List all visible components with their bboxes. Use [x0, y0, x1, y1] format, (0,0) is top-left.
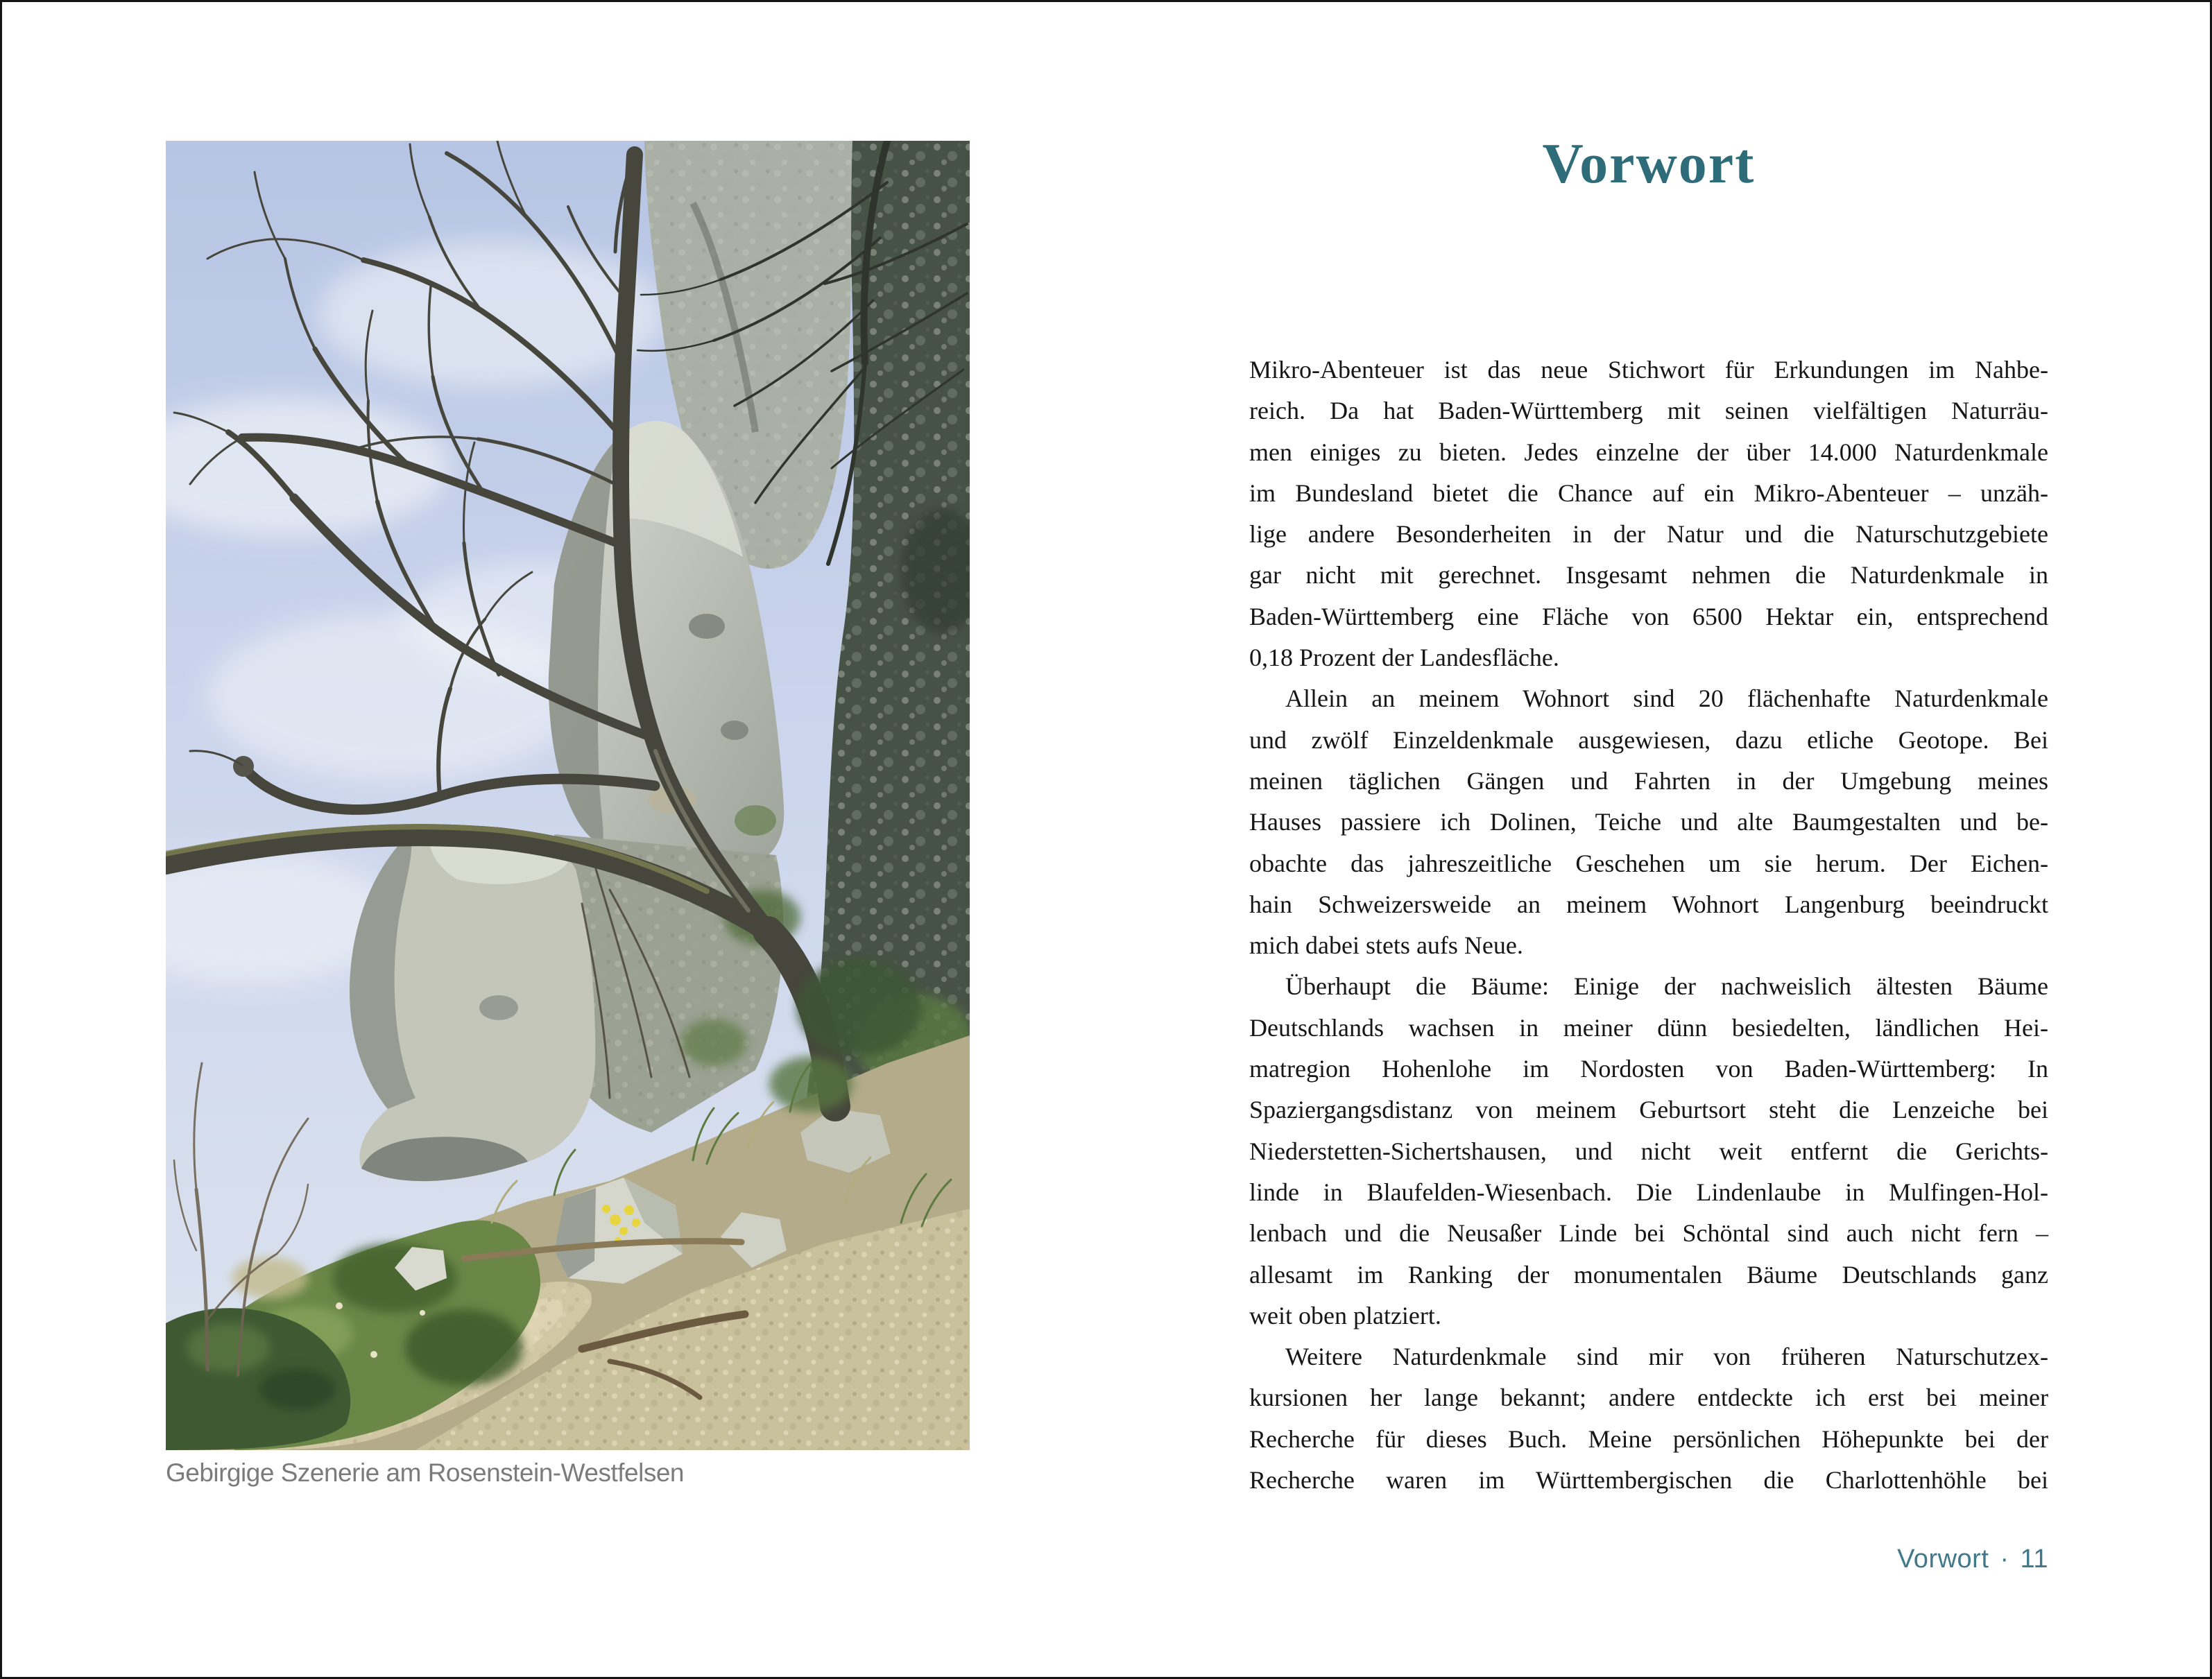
- body-line: im Bundesland bietet die Chance auf ein Mikro-Abenteuer – unzäh-: [1249, 479, 2048, 507]
- page-footer: [1249, 1544, 2048, 1574]
- chapter-title: Vorwort: [1542, 132, 1756, 195]
- body-line: weit oben platziert.: [1249, 1301, 1441, 1329]
- footer-separator: ·: [2000, 1544, 2009, 1574]
- body-line: lige andere Besonderheiten in der Natur und die Naturschutzgebiete: [1249, 520, 2048, 549]
- photo-caption: Gebirgige Szenerie am Rosenstein-Westfelsen: [166, 1458, 684, 1487]
- footer-page-number: 11: [2020, 1544, 2048, 1574]
- body-line: 0,18 Prozent der Landesfläche.: [1249, 644, 1559, 672]
- body-line: Baden-Württemberg eine Fläche von 6500 Hektar ein, entsprechend: [1249, 602, 2048, 630]
- body-line: obachte das jahreszeitliche Geschehen um sie herum. Der Eichen-: [1249, 849, 2048, 877]
- body-line: Mikro-Abenteuer ist das neue Stichwort für Erkundungen im Nahbe-: [1249, 356, 2048, 384]
- body-line: Recherche waren im Württembergischen die Charlottenhöhle bei: [1249, 1466, 2048, 1495]
- body-line: mich dabei stets aufs Neue.: [1249, 931, 1523, 960]
- footer-section-label: Vorwort: [1897, 1544, 1989, 1574]
- body-line: kursionen her lange bekannt; andere entdeckte ich erst bei meiner: [1249, 1384, 2048, 1412]
- body-line: Hauses passiere ich Dolinen, Teiche und alte Baumgestalten und be-: [1249, 808, 2048, 836]
- body-line: gar nicht mit gerechnet. Insgesamt nehmen die Naturdenkmale in: [1249, 561, 2048, 589]
- nature-photo: [166, 141, 970, 1450]
- body-line: allesamt im Ranking der monumentalen Bäume Deutschlands ganz: [1249, 1260, 2048, 1289]
- body-line: Recherche für dieses Buch. Meine persönlichen Höhepunkte bei der: [1249, 1424, 2048, 1453]
- nature-photo-illustration: [166, 141, 970, 1450]
- body-line: matregion Hohenlohe im Nordosten von Baden-Württemberg: In: [1249, 1055, 2048, 1083]
- body-line: und zwölf Einzeldenkmale ausgewiesen, dazu etliche Geotope. Bei: [1249, 725, 2048, 754]
- body-line: meinen täglichen Gängen und Fahrten in der Umgebung meines: [1249, 766, 2048, 795]
- body-line: men einiges zu bieten. Jedes einzelne der über 14.000 Naturdenkmale: [1249, 438, 2048, 466]
- body-line: Weitere Naturdenkmale sind mir von früheren Naturschutzex-: [1285, 1343, 2048, 1371]
- body-line: Niederstetten-Sichertshausen, und nicht weit entfernt die Gerichts-: [1249, 1137, 2048, 1165]
- body-line: Allein an meinem Wohnort sind 20 flächenhafte Naturdenkmale: [1285, 684, 2048, 713]
- body-line: lenbach und die Neusaßer Linde bei Schöntal sind auch nicht fern –: [1249, 1219, 2048, 1248]
- body-line: linde in Blaufelden-Wiesenbach. Die Lindenlaube in Mulfingen-Hol-: [1249, 1178, 2048, 1206]
- overhang-rock: [350, 827, 595, 1181]
- body-line: Überhaupt die Bäume: Einige der nachweislich ältesten Bäume: [1285, 972, 2048, 1001]
- body-line: hain Schweizersweide an meinem Wohnort Langenburg beeindruckt: [1249, 890, 2048, 918]
- body-line: reich. Da hat Baden-Württemberg mit seinen vielfältigen Naturräu-: [1249, 397, 2048, 425]
- body-line: Deutschlands wachsen in meiner dünn besiedelten, ländlichen Hei-: [1249, 1013, 2048, 1042]
- body-line: Spaziergangsdistanz von meinem Geburtsort steht die Lenzeiche bei: [1249, 1096, 2048, 1124]
- body-text: [1249, 350, 2048, 1501]
